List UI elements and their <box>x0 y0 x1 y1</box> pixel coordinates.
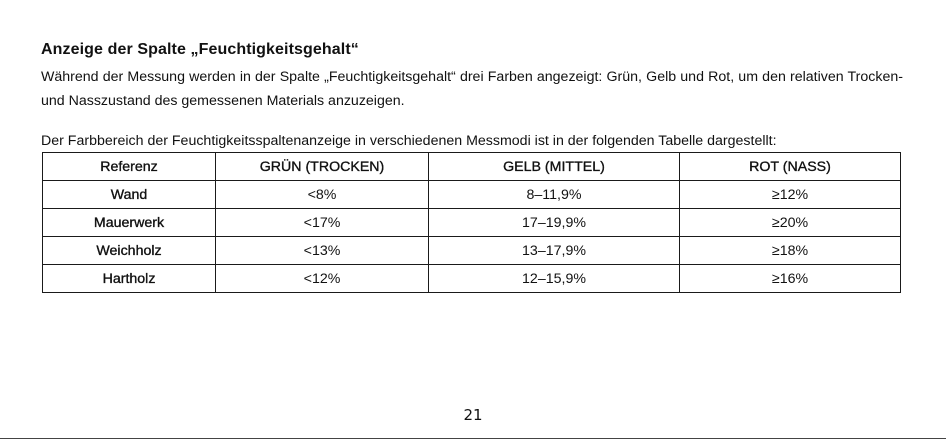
header-reference: Referenz <box>43 153 216 181</box>
table-row <box>43 181 901 209</box>
green-cell: <8% <box>216 181 429 209</box>
green-cell: <13% <box>216 237 429 265</box>
intro-paragraph <box>41 65 903 113</box>
yellow-cell: 12–15,9% <box>429 265 680 293</box>
yellow-cell: 8–11,9% <box>429 181 680 209</box>
reference-cell: Hartholz <box>43 265 216 293</box>
intro-text: Während der Messung werden in der Spalte „Feuchtigkeitsgehalt“ drei Farben angezeigt: Grün, Gelb und Rot, um den relativen Trocken- und Nasszustand des gemessenen Materials anzuzeigen. <box>41 69 903 109</box>
section-heading: Anzeige der Spalte „Feuchtigkeitsgehalt“ <box>41 41 359 58</box>
green-cell: <12% <box>216 265 429 293</box>
header-red-wet: ROT (NASS) <box>680 153 901 181</box>
reference-cell: Mauerwerk <box>43 209 216 237</box>
table-caption: Der Farbbereich der Feuchtigkeitsspaltenanzeige in verschiedenen Messmodi ist in der folgenden Tabelle dargestellt: <box>41 133 777 149</box>
red-cell: ≥18% <box>680 237 901 265</box>
header-yellow-medium: GELB (MITTEL) <box>429 153 680 181</box>
red-cell: ≥20% <box>680 209 901 237</box>
table-row <box>43 209 901 237</box>
table-header-row <box>43 153 901 181</box>
green-cell: <17% <box>216 209 429 237</box>
yellow-cell: 17–19,9% <box>429 209 680 237</box>
table-row <box>43 237 901 265</box>
reference-cell: Wand <box>43 181 216 209</box>
header-green-dry: GRÜN (TROCKEN) <box>216 153 429 181</box>
red-cell: ≥12% <box>680 181 901 209</box>
yellow-cell: 13–17,9% <box>429 237 680 265</box>
red-cell: ≥16% <box>680 265 901 293</box>
reference-cell: Weichholz <box>43 237 216 265</box>
moisture-range-table <box>42 152 901 293</box>
table-row <box>43 265 901 293</box>
page-number: 21 <box>463 406 483 424</box>
footer-divider <box>0 438 946 439</box>
